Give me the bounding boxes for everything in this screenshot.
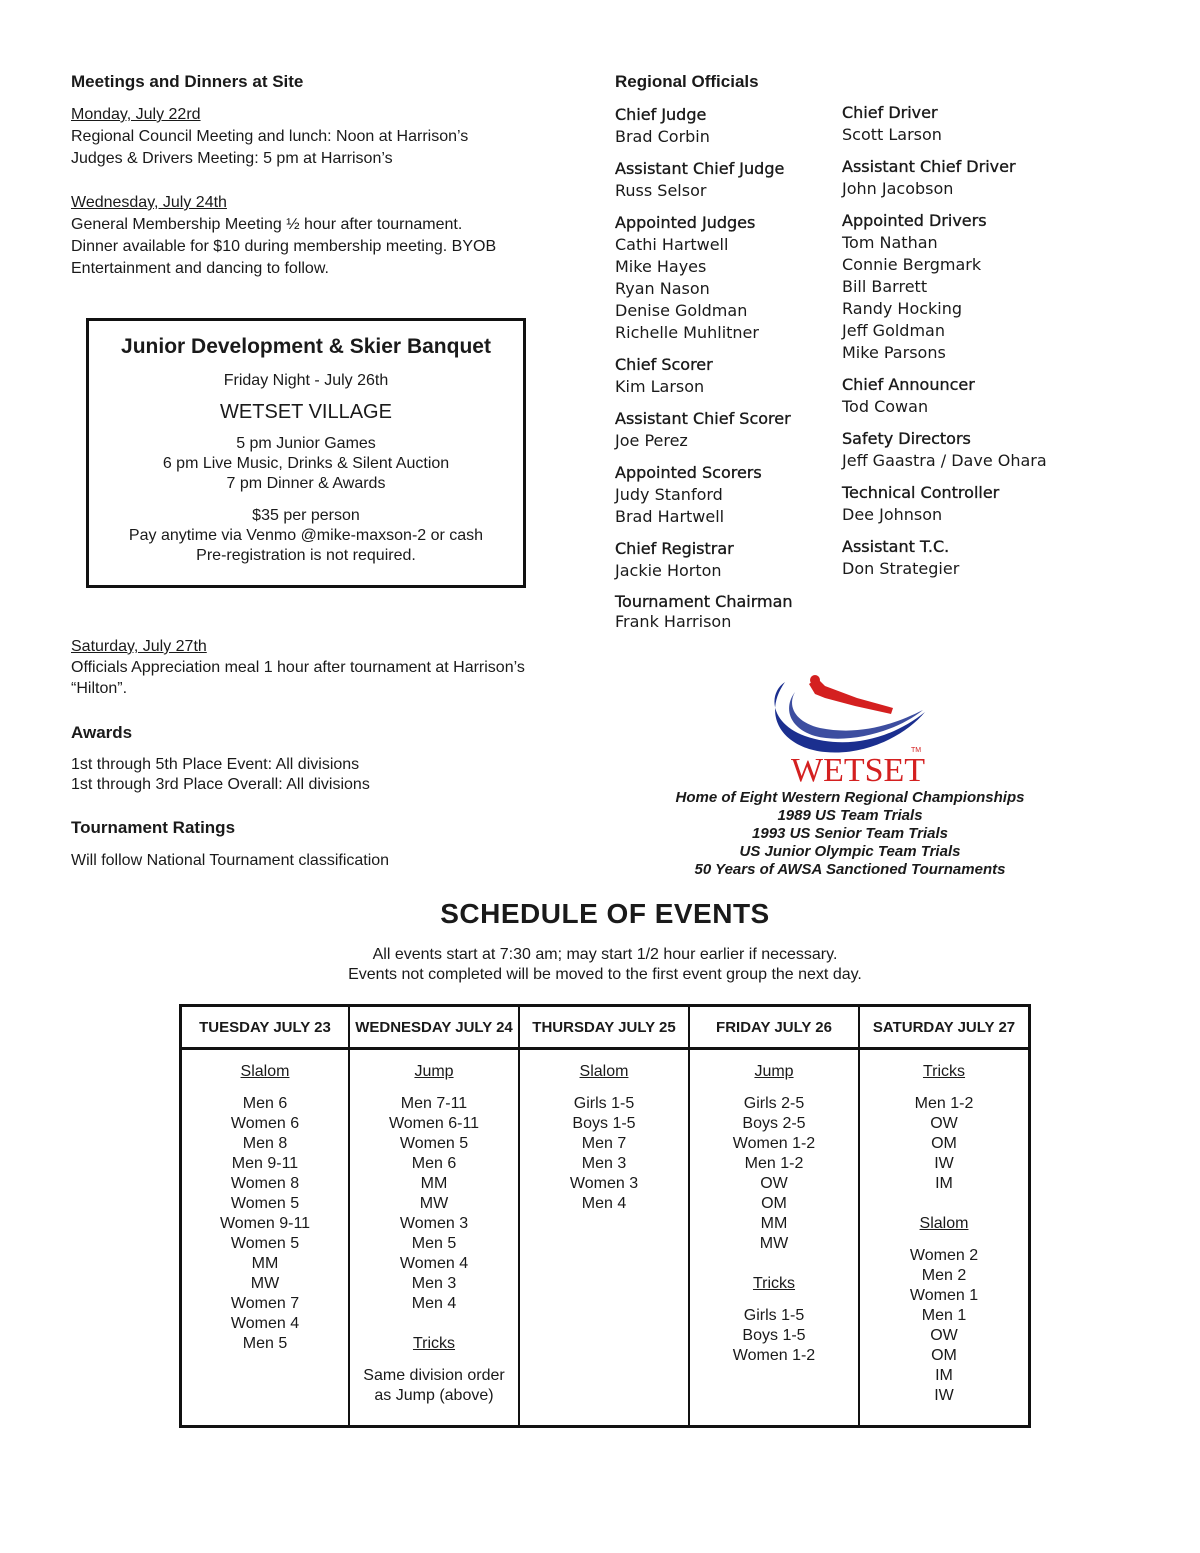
banquet-date: Friday Night - July 26th — [223, 372, 389, 389]
division-item: MM — [251, 1255, 279, 1272]
officials-right-column — [842, 102, 1072, 590]
event-name: Slalom — [919, 1215, 969, 1232]
day-header: SATURDAY JULY 27 — [859, 1006, 1030, 1049]
official-name: Bill Barrett — [842, 277, 928, 296]
division-item: Men 1-2 — [914, 1095, 974, 1112]
division-item: as Jump (above) — [374, 1387, 494, 1404]
official-name: Dee Johnson — [842, 505, 943, 524]
schedule-note: All events start at 7:30 am; may start 1/2 hour earlier if necessary. — [372, 946, 838, 963]
division-item: Men 6 — [242, 1095, 288, 1112]
official-group — [842, 156, 1072, 200]
division-item: OW — [760, 1175, 788, 1192]
official-role: Assistant Chief Scorer — [615, 409, 791, 428]
officials-left-column — [615, 104, 835, 642]
division-item: Men 8 — [242, 1135, 288, 1152]
official-group — [842, 102, 1072, 146]
official-role: Tournament Chairman — [615, 592, 793, 611]
official-name: Brad Corbin — [615, 127, 710, 146]
official-name: Mike Hayes — [615, 257, 707, 276]
division-item: MW — [759, 1235, 789, 1252]
ratings-heading: Tournament Ratings — [71, 818, 236, 837]
saturday-line: Officials Appreciation meal 1 hour after tournament at Harrison’s — [71, 659, 525, 676]
official-name: Russ Selsor — [615, 181, 707, 200]
wednesday-line: Dinner available for $10 during membership meeting. BYOB — [71, 238, 497, 255]
banquet-box — [86, 318, 526, 588]
official-name: Scott Larson — [842, 125, 942, 144]
division-item: Women 3 — [569, 1175, 639, 1192]
division-item: Men 1-2 — [744, 1155, 804, 1172]
caption-line: 1989 US Team Trials — [777, 807, 923, 824]
logo-caption — [640, 789, 1060, 879]
banquet-schedule-item: 7 pm Dinner & Awards — [226, 475, 386, 492]
official-group — [842, 210, 1072, 364]
division-item: Men 6 — [411, 1155, 457, 1172]
day-header: TUESDAY JULY 23 — [181, 1006, 350, 1049]
official-name: Brad Hartwell — [615, 507, 725, 526]
official-name: Jeff Goldman — [842, 321, 945, 340]
division-item: Men 1 — [921, 1307, 967, 1324]
division-item: Men 9-11 — [231, 1155, 299, 1172]
banquet-payment: Pay anytime via Venmo @mike-maxson-2 or cash — [128, 527, 484, 544]
division-item: Girls 2-5 — [743, 1095, 805, 1112]
official-role: Chief Registrar — [615, 539, 734, 558]
banquet-price: $35 per person — [252, 507, 360, 524]
division-item: OM — [931, 1135, 957, 1152]
official-role: Appointed Drivers — [842, 211, 987, 230]
division-item: Women 1 — [909, 1287, 979, 1304]
official-group — [615, 462, 835, 528]
official-group — [615, 354, 835, 398]
schedule-header-row — [181, 1006, 1030, 1049]
official-role: Safety Directors — [842, 429, 971, 448]
schedule-title: SCHEDULE OF EVENTS — [440, 898, 770, 929]
division-item: Women 2 — [909, 1247, 979, 1264]
caption-line: 1993 US Senior Team Trials — [752, 825, 948, 842]
division-item: Men 2 — [921, 1267, 967, 1284]
official-group — [842, 374, 1072, 418]
banquet-schedule-item: 5 pm Junior Games — [236, 435, 376, 452]
division-item: Women 4 — [230, 1315, 300, 1332]
official-name: Jackie Horton — [615, 561, 722, 580]
official-role: Assistant Chief Driver — [842, 157, 1016, 176]
division-item: MW — [250, 1275, 280, 1292]
division-item: Women 6-11 — [388, 1115, 480, 1132]
division-item: Boys 2-5 — [742, 1115, 806, 1132]
division-item: Girls 1-5 — [743, 1307, 805, 1324]
official-role: Technical Controller — [842, 483, 1000, 502]
official-name: Richelle Muhlitner — [615, 323, 759, 342]
day-column — [859, 1049, 1030, 1427]
schedule-body-row — [181, 1049, 1030, 1427]
division-item: OW — [930, 1115, 958, 1132]
official-name: Judy Stanford — [615, 485, 723, 504]
division-item: Women 1-2 — [732, 1347, 816, 1364]
official-role: Chief Announcer — [842, 375, 975, 394]
division-item: Men 3 — [411, 1275, 457, 1292]
official-name: Randy Hocking — [842, 299, 963, 318]
logo-skier-icon — [809, 678, 893, 714]
official-role: Appointed Scorers — [615, 463, 762, 482]
official-role: Chief Scorer — [615, 355, 713, 374]
event-name: Slalom — [579, 1063, 629, 1080]
official-name: Kim Larson — [615, 377, 705, 396]
official-name: Denise Goldman — [615, 301, 748, 320]
saturday-line: “Hilton”. — [71, 680, 128, 697]
division-item: Men 7 — [581, 1135, 627, 1152]
official-group — [615, 212, 835, 344]
official-group — [842, 428, 1072, 472]
saturday-date: Saturday, July 27th — [71, 638, 207, 655]
division-item: Boys 1-5 — [572, 1115, 636, 1132]
saturday-block — [71, 636, 525, 699]
schedule-table — [179, 1004, 1031, 1428]
awards-line: 1st through 5th Place Event: All divisions — [71, 756, 360, 773]
caption-line: 50 Years of AWSA Sanctioned Tournaments — [694, 861, 1006, 878]
official-group — [842, 482, 1072, 526]
official-group — [615, 592, 835, 632]
official-group — [842, 536, 1072, 580]
official-name: Ryan Nason — [615, 279, 710, 298]
division-item: Men 5 — [411, 1235, 457, 1252]
wednesday-line: Entertainment and dancing to follow. — [71, 260, 329, 277]
official-name: Connie Bergmark — [842, 255, 982, 274]
division-item: Men 7-11 — [400, 1095, 468, 1112]
official-group — [615, 408, 835, 452]
official-name: Don Strategier — [842, 559, 960, 578]
division-item: OW — [930, 1327, 958, 1344]
caption-line: Home of Eight Western Regional Championships — [675, 789, 1025, 806]
division-item: OM — [931, 1347, 957, 1364]
monday-block — [71, 104, 468, 170]
division-item: OM — [761, 1195, 787, 1212]
meetings-heading: Meetings and Dinners at Site — [71, 72, 304, 91]
official-role: Chief Driver — [842, 103, 938, 122]
division-item: Women 5 — [399, 1135, 469, 1152]
logo-wordmark: WETSET — [791, 752, 926, 789]
official-group — [615, 158, 835, 202]
division-item: IW — [934, 1387, 954, 1404]
division-item: MW — [419, 1195, 449, 1212]
event-name: Slalom — [240, 1063, 290, 1080]
event-name: Jump — [754, 1063, 794, 1080]
division-item: Girls 1-5 — [573, 1095, 635, 1112]
official-role: Chief Judge — [615, 105, 707, 124]
division-item: Women 5 — [230, 1195, 300, 1212]
day-header: FRIDAY JULY 26 — [689, 1006, 859, 1049]
division-item: Men 4 — [411, 1295, 457, 1312]
division-item: Women 7 — [230, 1295, 300, 1312]
official-name: John Jacobson — [842, 179, 954, 198]
division-item: MM — [420, 1175, 448, 1192]
division-item: Women 5 — [230, 1235, 300, 1252]
division-item: Women 9-11 — [219, 1215, 311, 1232]
banquet-note: Pre-registration is not required. — [196, 547, 416, 564]
official-group — [615, 538, 835, 582]
official-role: Assistant T.C. — [842, 537, 950, 556]
wednesday-block — [71, 192, 496, 280]
division-item: IW — [934, 1155, 954, 1172]
monday-line: Judges & Drivers Meeting: 5 pm at Harrison’s — [71, 150, 393, 167]
official-name: Tod Cowan — [842, 397, 929, 416]
division-item: Men 3 — [581, 1155, 627, 1172]
monday-date: Monday, July 22rd — [71, 106, 201, 123]
day-column — [689, 1049, 859, 1427]
event-name: Tricks — [412, 1335, 456, 1352]
official-role: Appointed Judges — [615, 213, 756, 232]
division-item: Women 3 — [399, 1215, 469, 1232]
logo-tm: TM — [911, 747, 922, 754]
official-name: Mike Parsons — [842, 343, 946, 362]
day-column — [349, 1049, 519, 1427]
wetset-logo — [765, 664, 935, 790]
division-item: Boys 1-5 — [742, 1327, 806, 1344]
banquet-title: Junior Development & Skier Banquet — [121, 335, 491, 358]
day-header: WEDNESDAY JULY 24 — [349, 1006, 519, 1049]
event-name: Tricks — [752, 1275, 796, 1292]
schedule-note: Events not completed will be moved to the first event group the next day. — [348, 966, 862, 983]
official-group — [615, 104, 835, 148]
ratings-text: Will follow National Tournament classification — [71, 852, 390, 869]
schedule-notes — [0, 945, 1200, 985]
division-item: Women 6 — [230, 1115, 300, 1132]
official-name: Joe Perez — [615, 431, 688, 450]
division-item: IM — [935, 1175, 953, 1192]
banquet-venue: WETSET VILLAGE — [220, 401, 392, 423]
division-item: MM — [760, 1215, 788, 1232]
division-item: Women 4 — [399, 1255, 469, 1272]
event-name: Jump — [414, 1063, 454, 1080]
division-item: Men 5 — [242, 1335, 288, 1352]
caption-line: US Junior Olympic Team Trials — [739, 843, 961, 860]
official-name: Frank Harrison — [615, 612, 732, 631]
division-item: Women 1-2 — [732, 1135, 816, 1152]
monday-line: Regional Council Meeting and lunch: Noon at Harrison’s — [71, 128, 469, 145]
awards-line: 1st through 3rd Place Overall: All divisions — [71, 776, 370, 793]
division-item: IM — [935, 1367, 953, 1384]
wednesday-line: General Membership Meeting ½ hour after tournament. — [71, 216, 463, 233]
awards-block — [71, 755, 370, 795]
event-name: Tricks — [922, 1063, 966, 1080]
day-header: THURSDAY JULY 25 — [519, 1006, 689, 1049]
official-name: Cathi Hartwell — [615, 235, 729, 254]
division-item: Men 4 — [581, 1195, 627, 1212]
day-column — [181, 1049, 350, 1427]
official-name: Tom Nathan — [842, 233, 938, 252]
official-name: Jeff Gaastra / Dave Ohara — [842, 451, 1047, 470]
officials-heading: Regional Officials — [615, 72, 759, 91]
division-item: Women 8 — [230, 1175, 300, 1192]
wednesday-date: Wednesday, July 24th — [71, 194, 227, 211]
day-column — [519, 1049, 689, 1427]
awards-heading: Awards — [71, 723, 133, 742]
official-role: Assistant Chief Judge — [615, 159, 785, 178]
banquet-schedule-item: 6 pm Live Music, Drinks & Silent Auction — [162, 455, 450, 472]
division-item: Same division order — [363, 1367, 505, 1384]
